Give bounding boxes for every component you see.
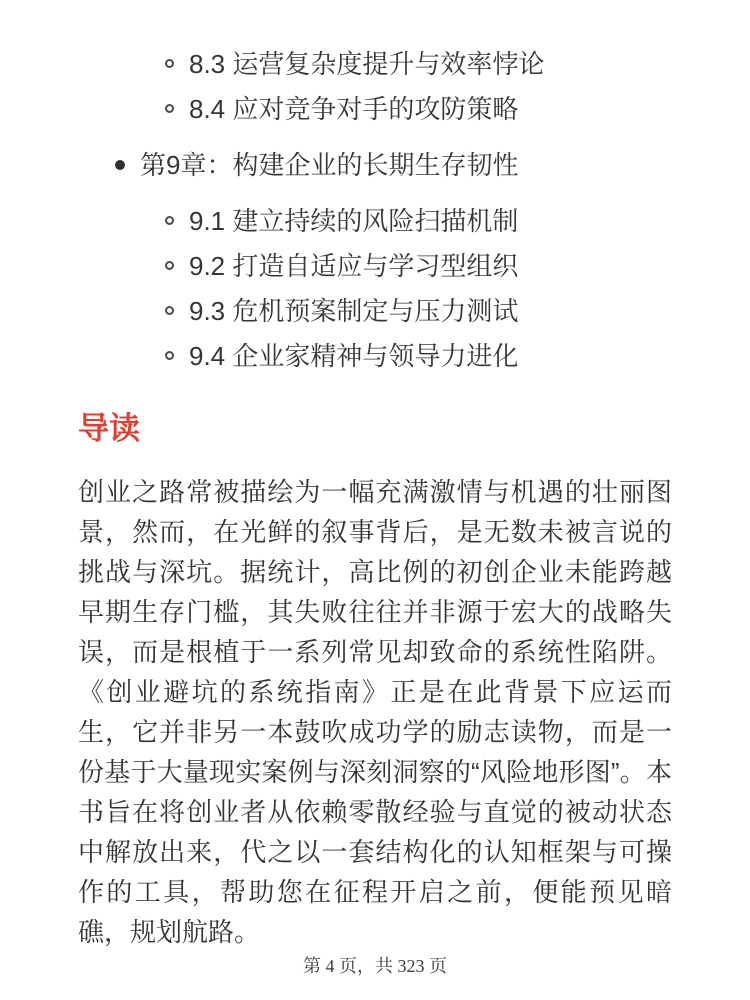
hollow-bullet-icon bbox=[165, 351, 174, 360]
toc-subitem-label: 8.4 应对竞争对手的攻防策略 bbox=[189, 94, 519, 124]
hollow-bullet-icon bbox=[165, 104, 174, 113]
toc-subitem-8-3 bbox=[165, 48, 672, 80]
toc-subitem-label: 8.3 运营复杂度提升与效率悖论 bbox=[189, 49, 545, 79]
toc-subitem-label: 9.3 危机预案制定与压力测试 bbox=[189, 296, 519, 326]
toc-subitem-9-1 bbox=[165, 205, 672, 237]
toc-subitem-label: 9.4 企业家精神与领导力进化 bbox=[189, 341, 519, 371]
toc-subitem-9-4 bbox=[165, 340, 672, 372]
page-number-text: 第 4 页，共 323 页 bbox=[303, 956, 447, 976]
toc-subitem-9-3 bbox=[165, 295, 672, 327]
hollow-bullet-icon bbox=[165, 306, 174, 315]
toc-chapter-9 bbox=[115, 149, 672, 181]
hollow-bullet-icon bbox=[165, 261, 174, 270]
section-heading-daodu: 导读 bbox=[78, 411, 140, 446]
intro-paragraph: 创业之路常被描绘为一幅充满激情与机遇的壮丽图景，然而，在光鲜的叙事背后，是无数未被言说的挑战与深坑。据统计，高比例的初创企业未能跨越早期生存门槛，其失败往往并非源于宏大的战略失误，而是根植于一系列常见却致命的系统性陷阱。《创业避坑的系统指南》正是在此背景下应运而生，它并非另一本鼓吹成功学的励志读物，而是一份基于大量现实案例与深刻洞察的“风险地形图”。本书旨在将创业者从依赖零散经验与直觉的被动状态中解放出来，代之以一套结构化的认知框架与可操作的工具，帮助您在征程开启之前，便能预见暗礁，规划航路。 bbox=[78, 477, 672, 947]
page-footer bbox=[0, 952, 750, 978]
filled-bullet-icon bbox=[115, 160, 125, 170]
table-of-contents bbox=[78, 48, 672, 372]
toc-subitem-label: 9.1 建立持续的风险扫描机制 bbox=[189, 206, 519, 236]
toc-subitem-8-4 bbox=[165, 93, 672, 125]
toc-chapter-label: 第9章：构建企业的长期生存韧性 bbox=[140, 150, 519, 180]
hollow-bullet-icon bbox=[165, 216, 174, 225]
toc-subitem-label: 9.2 打造自适应与学习型组织 bbox=[189, 251, 519, 281]
toc-subitem-9-2 bbox=[165, 250, 672, 282]
hollow-bullet-icon bbox=[165, 59, 174, 68]
